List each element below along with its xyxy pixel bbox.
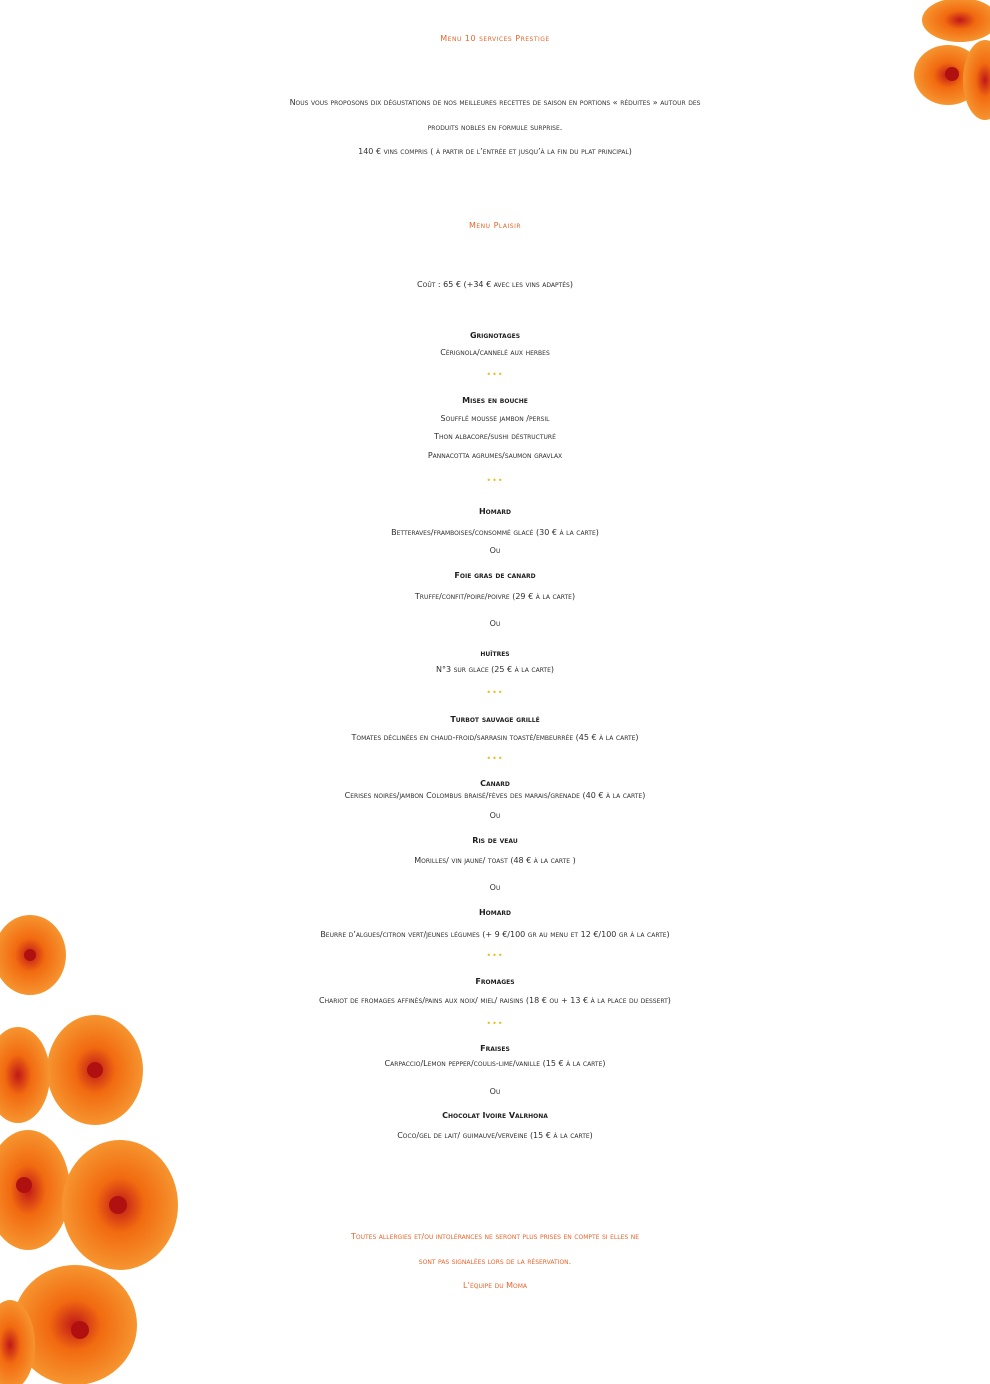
dish-line: Carpaccio/Lemon pepper/coulis-lime/vanille (15 € à la carte) <box>384 1059 606 1068</box>
dish-line: Beurre d’algues/citron vert/jeunes légumes (+ 9 €/100 gr au menu et 12 €/100 gr à la carte) <box>320 930 670 939</box>
or-separator: Ou <box>489 546 501 555</box>
plaisir-price: Coût : 65 € (+34 € avec les vins adaptés) <box>417 280 573 289</box>
separator-dots: ••• <box>486 1019 504 1028</box>
separator-dots: ••• <box>486 476 504 485</box>
dish-line: Cérignola/cannelé aux herbes <box>440 348 550 357</box>
allergy-notice-line1: Toutes allergies et/ou intolérances ne seront plus prises en compte si elles ne <box>350 1232 640 1241</box>
or-separator: Ou <box>489 1087 501 1096</box>
course-title: Turbot sauvage grillé <box>450 715 540 724</box>
dish-line: Tomates déclinées en chaud-froid/sarrasin toasté/embeurrée (45 € à la carte) <box>351 733 639 742</box>
plaisir-title: Menu Plaisir <box>468 221 522 230</box>
course-title: Grignotages <box>469 331 521 340</box>
course-title: Foie gras de canard <box>454 571 536 580</box>
team-signature: L’équipe du Moma <box>462 1281 528 1290</box>
dish-line: N°3 sur glace (25 € à la carte) <box>435 665 555 674</box>
or-separator: Ou <box>489 619 501 628</box>
dish-line: Pannacotta agrumes/saumon gravlax <box>427 451 563 460</box>
dish-line: Soufflé mousse jambon /persil <box>440 414 550 423</box>
prestige-title: Menu 10 services Prestige <box>440 34 550 43</box>
prestige-price: 140 € vins compris ( à partir de l’entrée et jusqu’à la fin du plat principal) <box>358 147 632 156</box>
hibiscus-flower-icon <box>0 1027 50 1123</box>
hibiscus-flower-icon <box>62 1140 178 1270</box>
dish-line: Coco/gel de lait/ guimauve/verveine (15 € à la carte) <box>397 1131 593 1140</box>
course-title: Fraises <box>480 1044 510 1053</box>
dish-line: Morilles/ vin jaune/ toast (48 € à la carte ) <box>414 856 576 865</box>
hibiscus-flower-icon <box>47 1015 143 1125</box>
separator-dots: ••• <box>486 754 504 763</box>
course-title: Homard <box>478 507 511 516</box>
dish-line: Truffe/confit/poire/poivre (29 € à la carte) <box>414 592 576 601</box>
dish-line: Thon albacore/sushi déstructuré <box>434 432 556 441</box>
or-separator: Ou <box>489 811 501 820</box>
prestige-description-line2: produits nobles en formule surprise. <box>427 123 563 132</box>
separator-dots: ••• <box>486 370 504 379</box>
course-title: huîtres <box>480 649 510 658</box>
separator-dots: ••• <box>486 951 504 960</box>
allergy-notice-line2: sont pas signalées lors de la réservation. <box>418 1257 572 1266</box>
course-title: Chocolat Ivoire Valrhona <box>442 1111 548 1120</box>
or-separator: Ou <box>489 883 501 892</box>
separator-dots: ••• <box>486 688 504 697</box>
course-title: Homard <box>478 908 511 917</box>
course-title: Fromages <box>475 977 515 986</box>
prestige-description-line1: Nous vous proposons dix dégustations de nos meilleures recettes de saison en portions « réduites » autour des <box>289 98 701 107</box>
dish-line: Chariot de fromages affinés/pains aux noix/ miel/ raisins (18 € ou + 13 € à la place du dessert) <box>319 996 671 1005</box>
course-title: Canard <box>480 779 510 788</box>
dish-line: Cerises noires/jambon Colombus braisé/fèves des marais/grenade (40 € à la carte) <box>344 791 646 800</box>
course-title: Ris de veau <box>472 836 518 845</box>
dish-line: Betteraves/framboises/consommé glacé (30 € à la carte) <box>391 528 599 537</box>
course-title: Mises en bouche <box>462 396 528 405</box>
